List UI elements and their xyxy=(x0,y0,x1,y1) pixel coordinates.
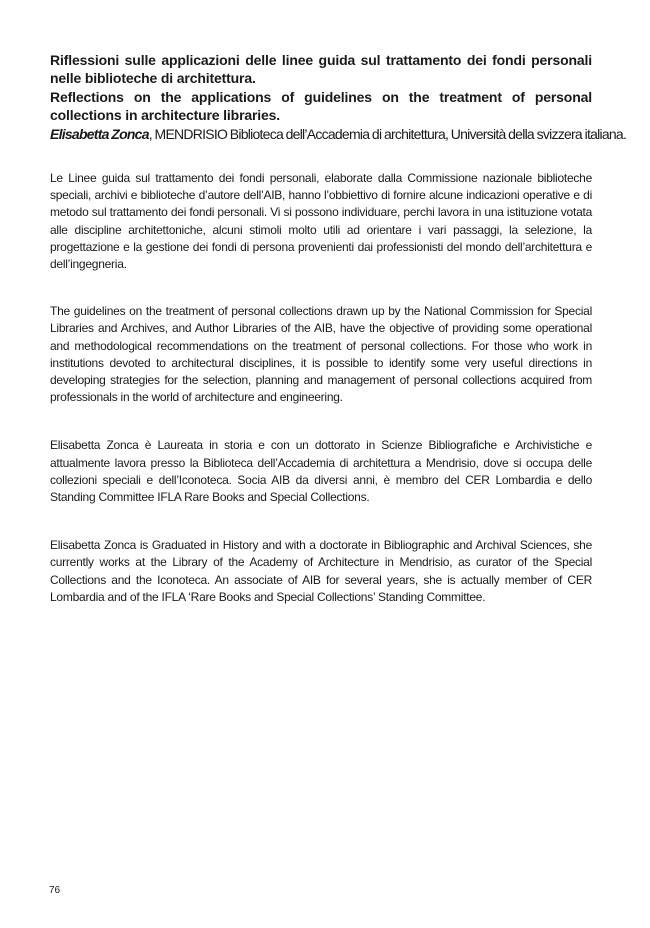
page-number: 76 xyxy=(49,885,61,896)
author-affiliation: , MENDRISIO Biblioteca dell’Accademia di architettura, Università della svizzera italiana. xyxy=(148,125,627,142)
abstract-english: The guidelines on the treatment of personal collections drawn up by the National Commission for Special Libraries and Archives, and Author Libraries of the AIB, have the objective of providing some operational and methodological recommendations on the treatment of personal collections. For those who work in institutions devoted to architectural disciplines, it is possible to identify some very useful directions in developing strategies for the selection, planning and management of personal collections acquired from professionals in the world of architecture and engineering. xyxy=(50,304,592,405)
author-line xyxy=(50,125,627,143)
abstract-italian: Le Linee guida sul trattamento dei fondi personali, elaborate dalla Commissione nazionale biblioteche speciali, archivi e biblioteche d’autore dell’AIB, hanno l’obbiettivo di fornire alcune indicazioni operative e di metodo sul trattamento dei fondi personali. Vi si possono individuare, perchi lavora in una istituzione votata alle discipline architettoniche, alcuni stimoli molto utili ad orientare i vari passaggi, la selezione, la progettazione e la gestione dei fondi di persona provenienti dai professionisti del mondo dell’architettura e dell’ingegneria. xyxy=(50,171,592,272)
author-name: Elisabetta Zonca xyxy=(50,125,149,142)
biography-english: Elisabetta Zonca is Graduated in History and with a doctorate in Bibliographic and Archival Sciences, she currently works at the Library of the Academy of Architecture in Mendrisio, as curator of the Special Collections and the Iconoteca. An associate of AIB for several years, she is actually member of CER Lombardia and of the IFLA ‘Rare Books and Special Collections’ Standing Committee. xyxy=(50,538,592,604)
biography-italian: Elisabetta Zonca è Laureata in storia e con un dottorato in Scienze Bibliografiche e Archivistiche e attualmente lavora presso la Biblioteca dell’Accademia di architettura a Mendrisio, dove si occupa delle collezioni speciali e dell’Iconoteca. Socia AIB da diversi anni, è membro del CER Lombardia e dello Standing Committee IFLA Rare Books and Special Collections. xyxy=(50,438,592,505)
title-italian: Riflessioni sulle applicazioni delle linee guida sul trattamento dei fondi personali nelle biblioteche di architettura. xyxy=(50,52,592,87)
article-page xyxy=(50,51,627,606)
title-english: Reflections on the applications of guidelines on the treatment of personal collections in architecture libraries. xyxy=(50,88,592,124)
